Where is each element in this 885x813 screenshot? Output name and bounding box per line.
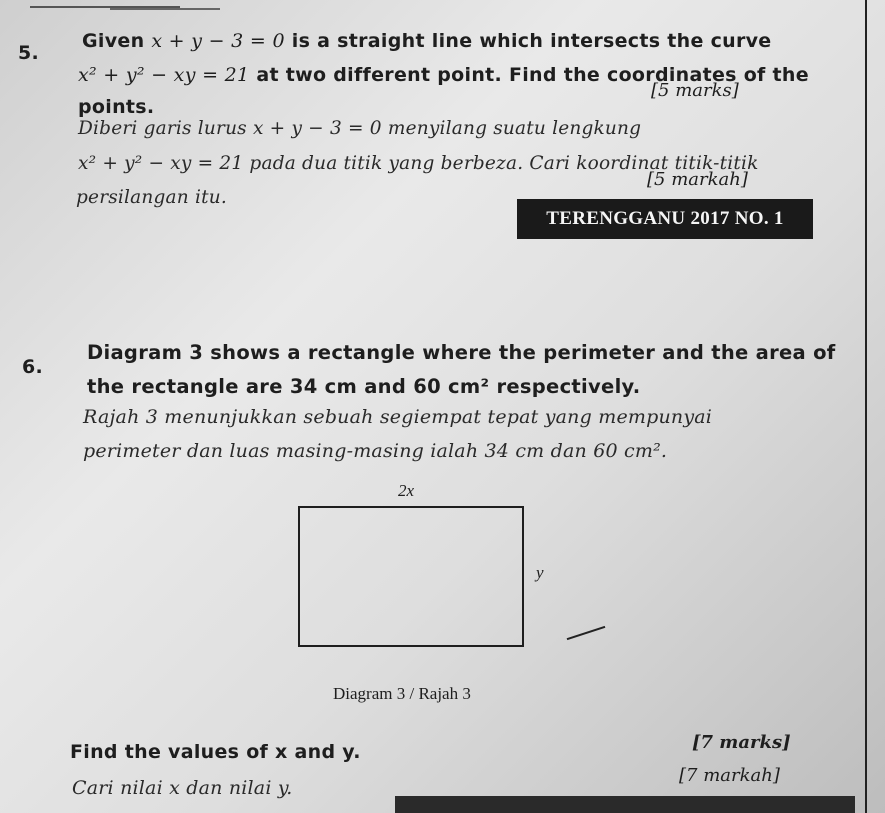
question-6-marks: [7 marks]	[692, 732, 791, 753]
curve-equation: x² + y² − xy = 21	[78, 64, 250, 86]
question-5-line-3: points.	[78, 96, 155, 118]
top-handwriting-mark	[30, 0, 180, 8]
height-label: y	[536, 563, 544, 582]
diagram-caption: Diagram 3 / Rajah 3	[333, 684, 471, 703]
line-equation: x + y − 3 = 0	[151, 30, 285, 52]
question-6-malay-line-1: Rajah 3 menunjukkan sebuah segiempat tepat yang mempunyai	[83, 406, 713, 428]
question-5-number: 5.	[18, 42, 40, 64]
bottom-dark-bar	[395, 796, 855, 813]
question-5-malay-line-1: Diberi garis lurus x + y − 3 = 0 menyilang suatu lengkung	[78, 118, 642, 139]
width-label: 2x	[398, 481, 415, 500]
question-6-task: Find the values of x and y.	[70, 741, 361, 763]
question-6-malay-task: Cari nilai x dan nilai y.	[72, 777, 293, 799]
question-5-malay-marks: [5 markah]	[647, 169, 748, 190]
top-underline	[110, 8, 220, 10]
question-5-marks: [5 marks]	[651, 80, 739, 101]
question-5-malay-line-3: persilangan itu.	[76, 187, 227, 208]
question-5-malay-line-2: x² + y² − xy = 21 pada dua titik yang berbeza. Cari koordinat titik-titik	[78, 153, 759, 174]
pen-stroke-mark	[567, 626, 606, 640]
question-6-number: 6.	[22, 356, 44, 378]
question-6-malay-line-2: perimeter dan luas masing-masing ialah 34 cm dan 60 cm².	[83, 440, 668, 462]
question-5-line-2: x² + y² − xy = 21 at two different point. Find the coordinates of the	[78, 64, 809, 86]
source-tag: TERENGGANU 2017 NO. 1	[517, 199, 813, 239]
rectangle-diagram	[298, 506, 524, 647]
question-6-line-1: Diagram 3 shows a rectangle where the perimeter and the area of	[87, 341, 836, 364]
question-6-line-2: the rectangle are 34 cm and 60 cm² respectively.	[87, 375, 641, 398]
question-5-line-1: Given x + y − 3 = 0 is a straight line which intersects the curve	[82, 30, 772, 52]
question-6-malay-marks: [7 markah]	[679, 765, 780, 786]
